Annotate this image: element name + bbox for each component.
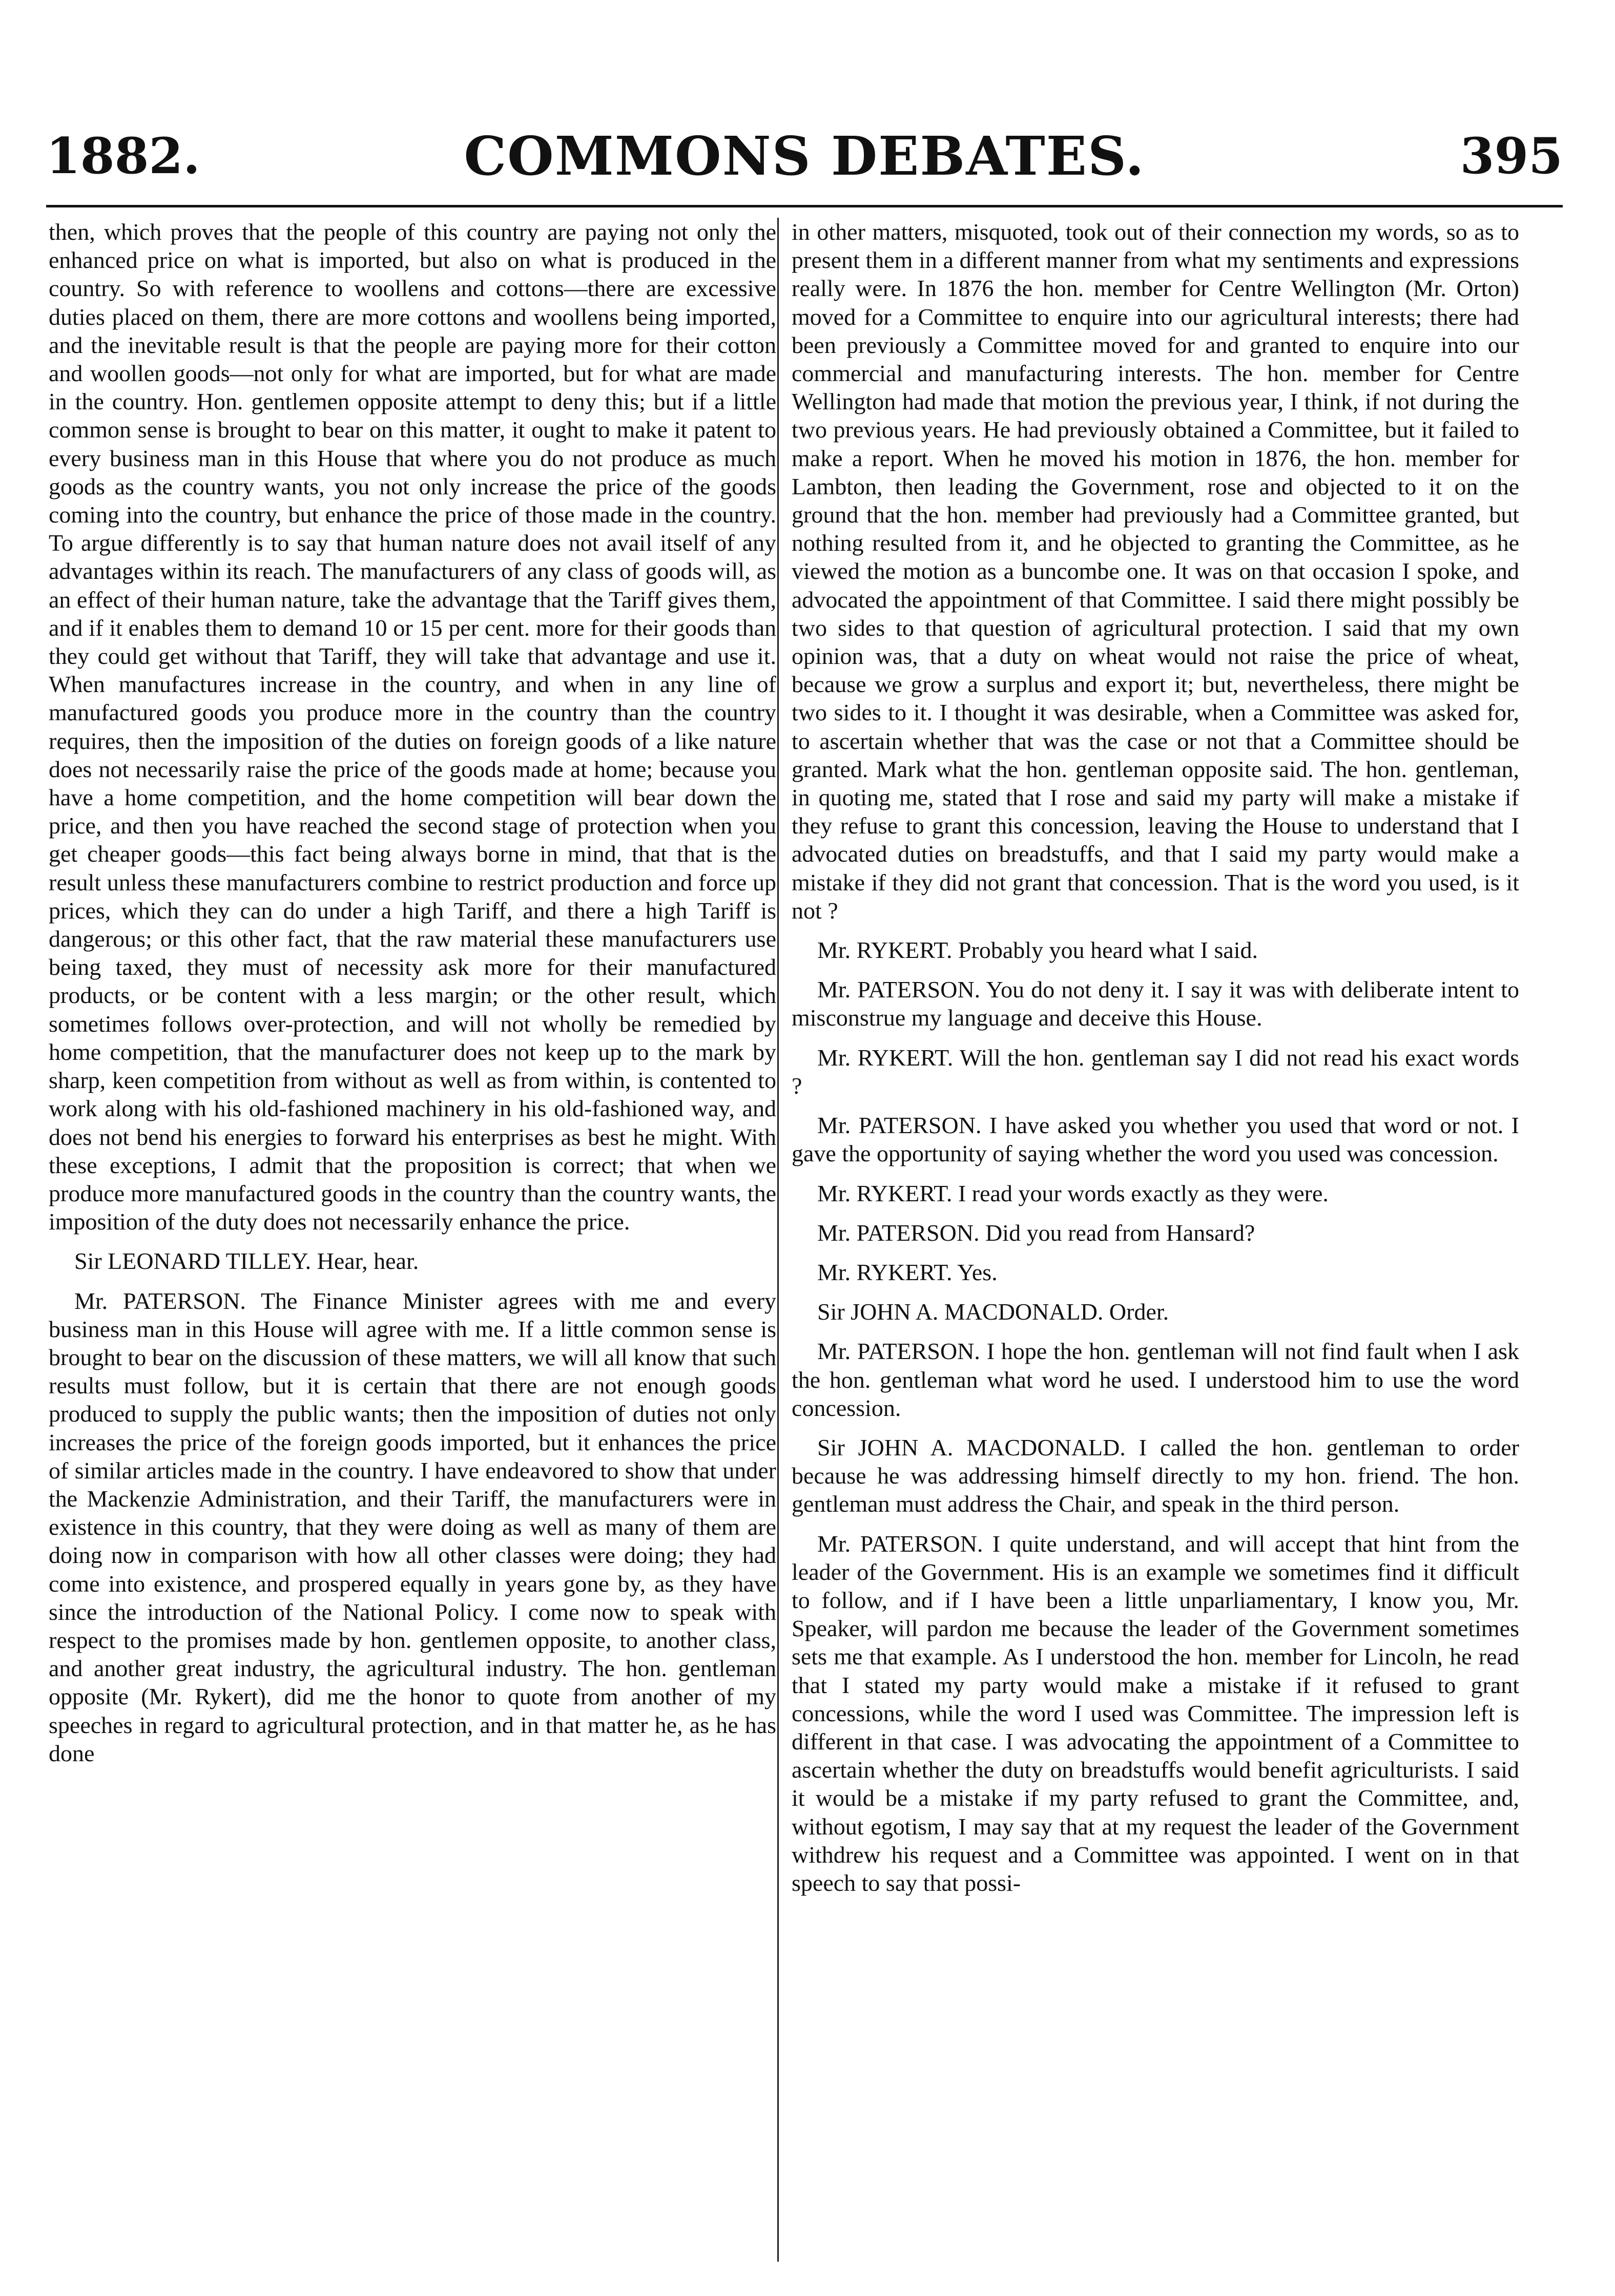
paragraph: Mr. RYKERT. I read your words exactly as they were.: [817, 1180, 1329, 1206]
paragraph: Mr. PATERSON. I quite understand, and will accept that hint from the leader of the Government. His is an example we sometimes find it difficult to follow, and if I have been a little unparliamentary, I know you, Mr. Speaker, will pardon me because the leader of the Government sometimes sets me that example. As I understood the hon. member for Lincoln, he read that I stated my party would make a mistake if it refused to grant concessions, while the word I used was Committee. The impression left is different in that case. I was advocating the appointment of a Committee to ascertain whether the duty on breadstuffs would benefit agriculturists. I said it would be a mistake if my party refused to grant the Committee, and, without egotism, I may say that at my request the leader of the Government withdrew his request and a Committee was appointed. I went on in that speech to say that possi-: [792, 1530, 1519, 1896]
paragraph: then, which proves that the people of this country are paying not only the enhanced price on what is imported, but also on what is produced in the country. So with reference to woollens and cottons—there are excessive duties placed on them, there are more cottons and woollens being imported, and the inevitable result is that the people are paying more for their cotton and woollen goods—not only for what are imported, but for what are made in the country. Hon. gentlemen opposite attempt to deny this; but if a little common sense is brought to bear on this matter, it ought to make it patent to every business man in this House that where you do not produce as much goods as the country wants, you not only increase the price of the goods coming into the country, but enhance the price of those made in the country. To argue differently is to say that human nature does not avail itself of any advantages within its reach. The manufacturers of any class of goods will, as an effect of their human nature, take the advantage that the Tariff gives them, and if it enables them to demand 10 or 15 per cent. more for their goods than they could get without that Tariff, they will take that advantage and use it. When manufactures increase in the country, and when in any line of manufactured goods you produce more in the country than the country requires, then the imposition of the duties on foreign goods of a like nature does not necessarily raise the price of the goods made at home; because you have a home competition, and the home competition will bear down the price, and then you have reached the second stage of protection when you get cheaper goods—this fact being always borne in mind, that that is the result unless these manufacturers combine to restrict production and force up prices, which they can do under a high Tariff, and there a high Tariff is dangerous; or this other fact, that the raw material these manufacturers use being taxed, they must of necessity ask more for their manufactured products, or be content with a less margin; or the other result, which sometimes follows over-protection, and will not wholly be remedied by home competition, that the manufacturer does not keep up to the mark by sharp, keen competition from without as well as from within, is contented to work along with his old-fashioned machinery in his old-fashioned way, and does not bend his energies to forward his enterprises as best he might. With these exceptions, I admit that the proposition is correct; that when we produce more manufactured goods in the country than the country wants, the imposition of the duty does not necessarily enhance the price.: [49, 219, 776, 1235]
paragraph: Mr. PATERSON. I hope the hon. gentleman will not find fault when I ask the hon. gentleman what word he used. I understood him to use the word concession.: [792, 1338, 1519, 1421]
paragraph: in other matters, misquoted, took out of their connection my words, so as to present them in a different manner from what my sentiments and expressions really were. In 1876 the hon. member for Centre Wellington (Mr. Orton) moved for a Committee to enquire into our agricultural interests; there had been previously a Committee moved for and granted to enquire into our commercial and manufacturing interests. The hon. member for Centre Wellington had made that motion the previous year, I think, if not during the two previous years. He had previously obtained a Committee, but it failed to make a report. When he moved his motion in 1876, the hon. member for Lambton, then leading the Government, rose and objected to it on the ground that the hon. member had previously had a Committee granted, but nothing resulted from it, and he objected to granting the Committee, as he viewed the motion as a buncombe one. It was on that occasion I spoke, and advocated the appointment of that Committee. I said there might possibly be two sides to that question of agricultural protection. I said that my own opinion was, that a duty on wheat would not raise the price of wheat, because we grow a surplus and export it; but, nevertheless, there might be two sides to it. I thought it was desirable, when a Committee was asked for, to ascertain whether that was the case or not that a Committee should be granted. Mark what the hon. gentleman opposite said. The hon. gentleman, in quoting me, stated that I rose and said my party will make a mistake if they refuse to grant this concession, leaving the House to understand that I advocated duties on breadstuffs, and that I said my party would make a mistake if they did not grant that concession. That is the word you used, is it not ?: [792, 219, 1519, 924]
publication-title: COMMONS DEBATES.: [464, 124, 1145, 187]
left-column: [49, 218, 776, 2262]
right-column: [792, 218, 1519, 2262]
paragraph: Mr. PATERSON. I have asked you whether you used that word or not. I gave the opportunity of saying whether the word you used was concession.: [792, 1112, 1519, 1167]
paragraph: Mr. PATERSON. Did you read from Hansard?: [817, 1219, 1255, 1246]
header-year: 1882.: [46, 127, 200, 185]
paragraph: Mr. RYKERT. Probably you heard what I said.: [817, 937, 1258, 964]
page-header: [46, 120, 1563, 192]
paragraph: Mr. PATERSON. The Finance Minister agrees with me and every business man in this House will agree with me. If a little common sense is brought to bear on the discussion of these matters, we will all know that such results must follow, but it is certain that there are not enough goods produced to supply the public wants; then the imposition of duties not only increases the price of the foreign goods imported, but it enhances the price of similar articles made in the country. I have endeavored to show that under the Mackenzie Administration, and their Tariff, the manufacturers were in existence in this country, that they were doing as well as many of them are doing now in comparison with how all other classes were doing; they had come into existence, and prospered equally in years gone by, as they have since the introduction of the National Policy. I come now to speak with respect to the promises made by hon. gentlemen opposite, to another class, and another great industry, the agricultural industry. The hon. gentleman opposite (Mr. Rykert), did me the honor to quote from another of my speeches in regard to agricultural protection, and in that matter he, as he has done: [49, 1287, 776, 1766]
header-rule: [46, 205, 1563, 207]
paragraph: Sir JOHN A. MACDONALD. I called the hon. gentleman to order because he was addressing himself directly to my hon. friend. The hon. gentleman must address the Chair, and speak in the third person.: [792, 1434, 1519, 1517]
paragraph: Sir JOHN A. MACDONALD. Order.: [817, 1299, 1169, 1325]
paragraph: Mr. RYKERT. Will the hon. gentleman say I did not read his exact words ?: [792, 1044, 1519, 1099]
paragraph: Mr. RYKERT. Yes.: [817, 1259, 998, 1285]
paragraph: Sir LEONARD TILLEY. Hear, hear.: [74, 1248, 419, 1275]
page-number: 395: [1460, 127, 1563, 185]
paragraph: Mr. PATERSON. You do not deny it. I say it was with deliberate intent to misconstrue my language and deceive this House.: [792, 976, 1519, 1031]
column-divider: [777, 218, 779, 2262]
